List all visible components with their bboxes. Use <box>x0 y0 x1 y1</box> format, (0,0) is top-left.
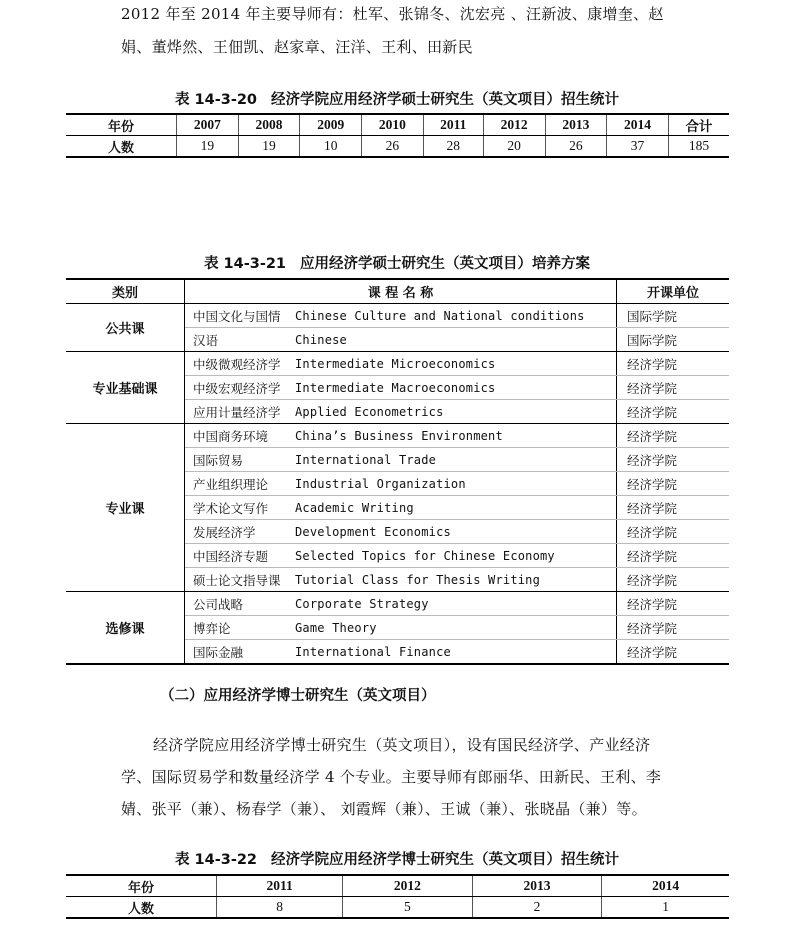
course-name-en: China’s Business Environment <box>295 424 617 448</box>
category-cell: 专业基础课 <box>66 352 185 424</box>
course-name-en: International Trade <box>295 448 617 472</box>
table-21 <box>66 278 729 665</box>
table-20-count-row <box>66 136 729 158</box>
table-21-header-row <box>66 279 729 304</box>
course-row <box>66 304 729 328</box>
table-22-count-row <box>66 897 729 919</box>
section-para-line-3: 婧、张平（兼）、杨春学（兼）、 刘霞辉（兼）、王诚（兼）、张晓晶（兼）等。 <box>121 800 647 818</box>
table-21-title: 应用经济学硕士研究生（英文项目）培养方案 <box>300 256 591 272</box>
course-name-zh: 发展经济学 <box>185 520 296 544</box>
table-21-header-category: 类别 <box>66 279 185 304</box>
category-cell: 选修课 <box>66 592 185 665</box>
course-name-en: Chinese Culture and National conditions <box>295 304 617 328</box>
course-unit: 经济学院 <box>617 496 730 520</box>
course-name-zh: 博弈论 <box>185 616 296 640</box>
table20-year-2014: 2014 <box>607 114 669 136</box>
course-name-zh: 硕士论文指导课 <box>185 568 296 592</box>
course-unit: 国际学院 <box>617 304 730 328</box>
course-name-en: Applied Econometrics <box>295 400 617 424</box>
table22-count-2011: 8 <box>217 897 343 919</box>
table22-year-2012: 2012 <box>343 875 473 897</box>
table22-count-2013: 2 <box>472 897 602 919</box>
course-name-en: Academic Writing <box>295 496 617 520</box>
course-unit: 经济学院 <box>617 568 730 592</box>
course-unit: 经济学院 <box>617 448 730 472</box>
table22-year-2011: 2011 <box>217 875 343 897</box>
course-name-en: Intermediate Macroeconomics <box>295 376 617 400</box>
table-20 <box>66 113 729 158</box>
table20-year-2008: 2008 <box>238 114 300 136</box>
table20-year-2013: 2013 <box>545 114 607 136</box>
table-22-row-label: 人数 <box>127 901 154 917</box>
table-20-row-label: 人数 <box>107 140 134 156</box>
table-20-title: 经济学院应用经济学硕士研究生（英文项目）招生统计 <box>271 92 620 108</box>
course-name-zh: 中国商务环境 <box>185 424 296 448</box>
category-cell: 公共课 <box>66 304 185 352</box>
table20-year-2010: 2010 <box>362 114 424 136</box>
course-row <box>66 592 729 616</box>
table-20-header-label: 年份 <box>66 114 177 136</box>
table-20-header-row <box>66 114 729 136</box>
course-name-en: Game Theory <box>295 616 617 640</box>
table-22-header-row <box>66 875 729 897</box>
section-heading: （二）应用经济学博士研究生（英文项目） <box>160 688 436 704</box>
table22-year-2013: 2013 <box>472 875 602 897</box>
table20-year-2012: 2012 <box>483 114 545 136</box>
course-unit: 经济学院 <box>617 424 730 448</box>
course-name-en: Industrial Organization <box>295 472 617 496</box>
table20-count-2013: 26 <box>545 136 607 158</box>
table20-count-2009: 10 <box>300 136 362 158</box>
course-name-en: Intermediate Microeconomics <box>295 352 617 376</box>
course-name-zh: 国际金融 <box>185 640 296 665</box>
table-21-header-course: 课 程 名 称 <box>185 279 617 304</box>
course-unit: 经济学院 <box>617 544 730 568</box>
table20-year-2011: 2011 <box>423 114 483 136</box>
table-22-caption <box>0 848 794 869</box>
table22-count-2014: 1 <box>602 897 729 919</box>
table20-count-2011: 28 <box>423 136 483 158</box>
course-name-zh: 中级宏观经济学 <box>185 376 296 400</box>
course-unit: 经济学院 <box>617 376 730 400</box>
table-20-number: 表 14-3-20 <box>174 92 258 108</box>
course-name-en: Chinese <box>295 328 617 352</box>
course-name-en: International Finance <box>295 640 617 665</box>
table-22 <box>66 874 729 919</box>
course-unit: 经济学院 <box>617 592 730 616</box>
table20-count-2012: 20 <box>483 136 545 158</box>
table20-count-2014: 37 <box>607 136 669 158</box>
course-row <box>66 352 729 376</box>
table-22-number: 表 14-3-22 <box>174 852 258 868</box>
course-name-zh: 中级微观经济学 <box>185 352 296 376</box>
table22-year-2014: 2014 <box>602 875 729 897</box>
table22-count-2012: 5 <box>343 897 473 919</box>
table-20-caption <box>0 88 794 109</box>
section-para-line-1: 经济学院应用经济学博士研究生（英文项目），设有国民经济学、产业经济 <box>153 736 651 754</box>
course-name-zh: 学术论文写作 <box>185 496 296 520</box>
course-unit: 经济学院 <box>617 520 730 544</box>
table20-count-合计: 185 <box>668 136 729 158</box>
section-para-line-2: 学、国际贸易学和数量经济学 4 个专业。主要导师有郎丽华、田新民、王利、李 <box>121 768 662 786</box>
intro-line-1: 2012 年至 2014 年主要导师有：杜军、张锦冬、沈宏亮 、汪新波、康增奎、赵 <box>121 5 664 23</box>
course-name-zh: 国际贸易 <box>185 448 296 472</box>
category-cell: 专业课 <box>66 424 185 592</box>
table-22-title: 经济学院应用经济学博士研究生（英文项目）招生统计 <box>271 852 620 868</box>
course-name-en: Development Economics <box>295 520 617 544</box>
table20-year-合计: 合计 <box>668 114 729 136</box>
table20-year-2009: 2009 <box>300 114 362 136</box>
course-unit: 经济学院 <box>617 616 730 640</box>
table-21-number: 表 14-3-21 <box>203 256 287 272</box>
course-name-en: Corporate Strategy <box>295 592 617 616</box>
table20-count-2010: 26 <box>362 136 424 158</box>
course-unit: 经济学院 <box>617 400 730 424</box>
course-name-zh: 汉语 <box>185 328 296 352</box>
course-unit: 经济学院 <box>617 472 730 496</box>
course-name-en: Selected Topics for Chinese Economy <box>295 544 617 568</box>
course-row <box>66 424 729 448</box>
course-name-zh: 公司战略 <box>185 592 296 616</box>
table20-count-2007: 19 <box>177 136 239 158</box>
table-21-header-unit: 开课单位 <box>617 279 730 304</box>
table20-year-2007: 2007 <box>177 114 239 136</box>
course-name-zh: 中国经济专题 <box>185 544 296 568</box>
course-name-en: Tutorial Class for Thesis Writing <box>295 568 617 592</box>
course-name-zh: 中国文化与国情 <box>185 304 296 328</box>
course-name-zh: 应用计量经济学 <box>185 400 296 424</box>
course-name-zh: 产业组织理论 <box>185 472 296 496</box>
table20-count-2008: 19 <box>238 136 300 158</box>
intro-line-2: 娟、董烨然、王佃凯、赵家章、汪洋、王利、田新民 <box>121 38 473 56</box>
course-unit: 经济学院 <box>617 640 730 665</box>
course-unit: 国际学院 <box>617 328 730 352</box>
course-unit: 经济学院 <box>617 352 730 376</box>
table-21-caption <box>0 252 794 273</box>
table-22-header-label: 年份 <box>66 875 217 897</box>
